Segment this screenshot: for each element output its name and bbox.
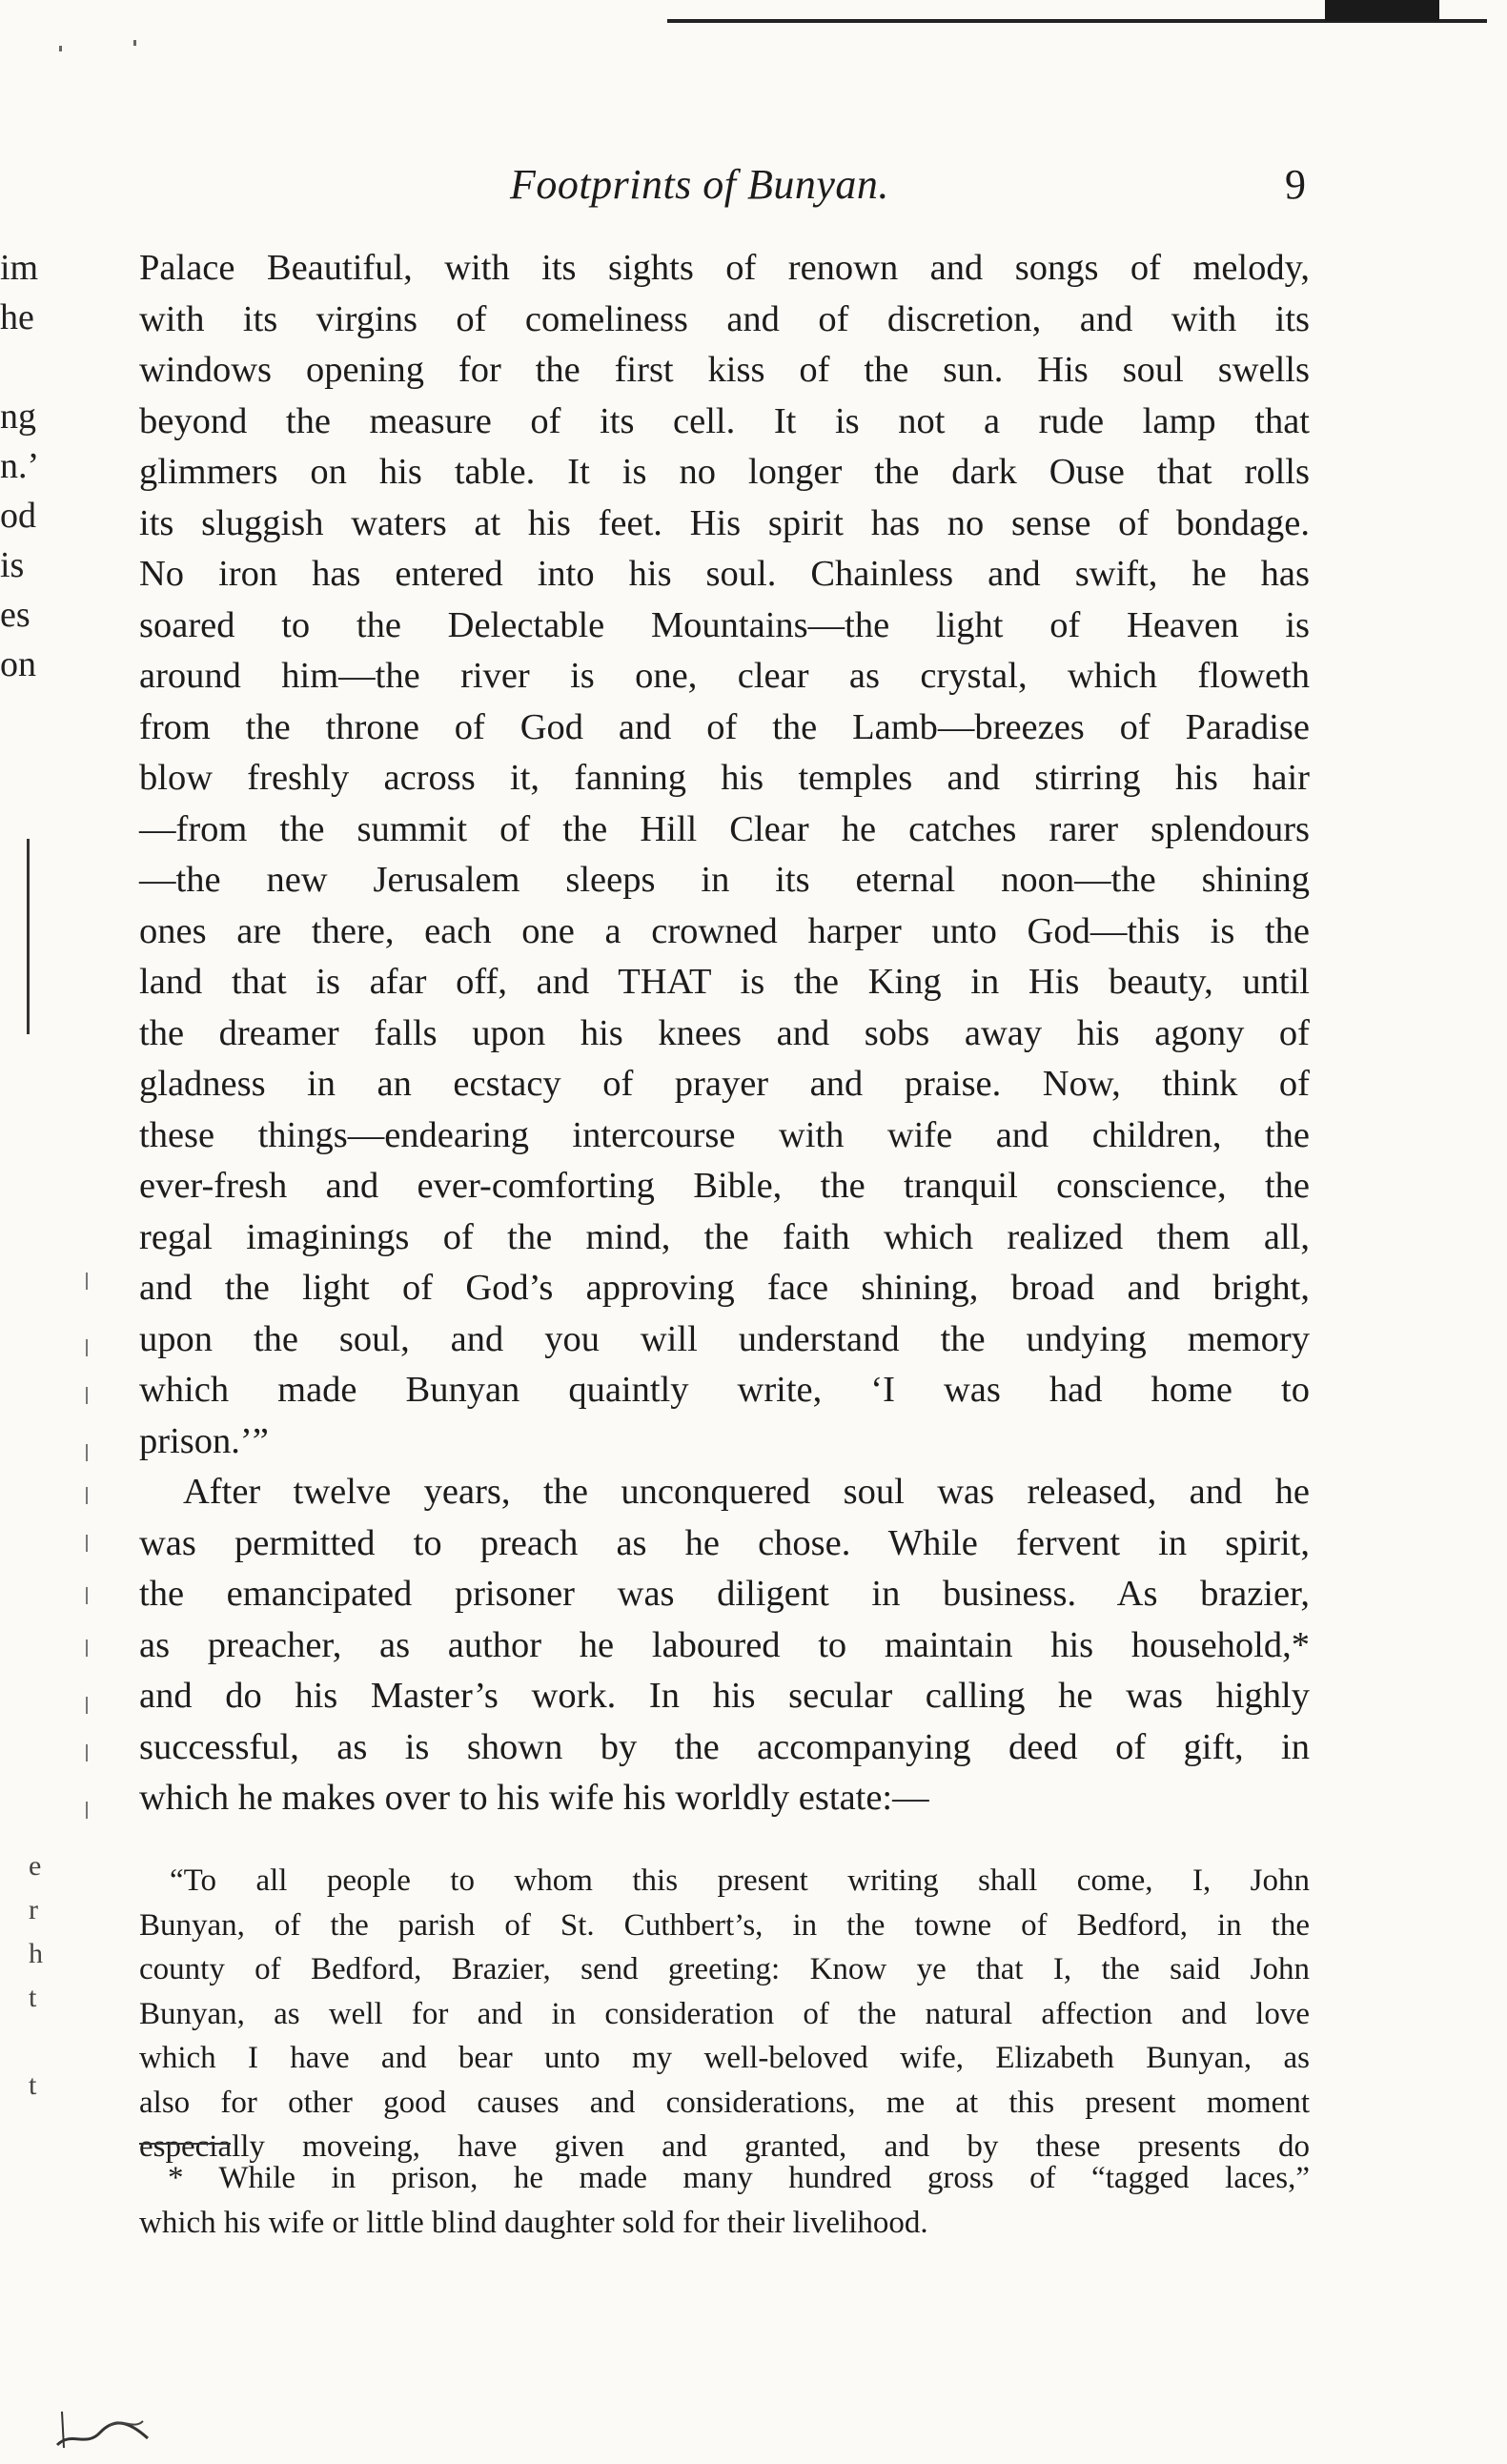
margin-fragment: t — [29, 1982, 37, 2013]
text-line: the emancipated prisoner was diligent in business. As brazier, — [139, 1574, 1310, 1614]
text-line: and the light of God’s approving face shining, broad and bright, — [139, 1268, 1310, 1308]
gutter-dash — [86, 1639, 88, 1657]
page-number: 9 — [1285, 161, 1306, 208]
text-line: and do his Master’s work. In his secular calling he was highly — [139, 1676, 1310, 1716]
text-line: Palace Beautiful, with its sights of renown and songs of melody, — [139, 248, 1310, 288]
margin-fragment: h — [29, 1938, 43, 1969]
text-line: upon the soul, and you will understand the undying memory — [139, 1318, 1310, 1359]
text-line: No iron has entered into his soul. Chainless and swift, he has — [139, 554, 1310, 594]
facing-page-margin-fragments — [0, 243, 76, 689]
footnote-line: * While in prison, he made many hundred gross of “tagged laces,” — [168, 2161, 1310, 2195]
gutter-dash — [86, 1802, 88, 1819]
margin-fragment: ng — [0, 397, 36, 437]
quote-line: also for other good causes and considerations, me at this present moment — [139, 2085, 1310, 2120]
quote-line: “To all people to whom this present writing shall come, I, John — [170, 1863, 1310, 1898]
text-line: with its virgins of comeliness and of discretion, and with its — [139, 298, 1310, 339]
footnote-line: which his wife or little blind daughter sold for their livelihood. — [139, 2205, 928, 2240]
margin-fragment: od — [0, 496, 36, 536]
body-text — [139, 243, 1310, 1824]
gutter-dash — [86, 1487, 88, 1504]
top-edge-ink-mark — [1325, 0, 1439, 21]
text-line: which made Bunyan quaintly write, ‘I was had home to — [139, 1370, 1310, 1410]
margin-fragment: e — [29, 1850, 42, 1882]
margin-fragment: t — [29, 2069, 37, 2101]
text-line: the dreamer falls upon his knees and sobs away his agony of — [139, 1012, 1310, 1053]
facing-page-margin-fragments-lower — [29, 1844, 105, 2108]
text-line: ones are there, each one a crowned harper unto God—this is the — [139, 910, 1310, 951]
gutter-dash — [86, 1535, 88, 1552]
gutter-dash — [86, 1444, 88, 1461]
quote-line: Bunyan, of the parish of St. Cuthbert’s, in the towne of Bedford, in the — [139, 1907, 1310, 1943]
margin-fragment — [29, 2020, 105, 2064]
text-line: ever-fresh and ever-comforting Bible, the tranquil conscience, the — [139, 1166, 1310, 1206]
text-line: blow freshly across it, fanning his temples and stirring his hair — [139, 758, 1310, 798]
margin-fragment: on — [0, 644, 36, 684]
text-line: these things—endearing intercourse with wife and children, the — [139, 1114, 1310, 1155]
text-line: was permitted to preach as he chose. While fervent in spirit, — [139, 1522, 1310, 1563]
text-line: —from the summit of the Hill Clear he catches rarer splendours — [139, 808, 1310, 849]
margin-fragment: n.’ — [0, 446, 40, 486]
text-line: soared to the Delectable Mountains—the light of Heaven is — [139, 604, 1310, 645]
text-line: prison.’” — [139, 1420, 269, 1461]
margin-fragment: r — [29, 1894, 38, 1925]
gutter-dash — [86, 1339, 88, 1356]
text-line: regal imaginings of the mind, the faith which realized them all, — [139, 1216, 1310, 1257]
text-line: land that is afar off, and THAT is the King in His beauty, until — [139, 962, 1310, 1002]
margin-fragment: es — [0, 595, 31, 635]
ink-speck — [59, 46, 62, 51]
text-line: beyond the measure of its cell. It is not a rude lamp that — [139, 400, 1310, 441]
margin-fragment: is — [0, 545, 25, 585]
gutter-dash — [86, 1273, 88, 1290]
quote-line: county of Bedford, Brazier, send greeting: Know ye that I, the said John — [139, 1952, 1310, 1986]
ink-speck — [133, 40, 136, 46]
quote-line: Bunyan, as well for and in consideration of the natural affection and love — [139, 1996, 1310, 2031]
text-line: —the new Jerusalem sleeps in its eternal noon—the shining — [139, 860, 1310, 900]
text-line: windows opening for the first kiss of the sun. His soul swells — [139, 350, 1310, 390]
text-line: gladness in an ecstacy of prayer and praise. Now, think of — [139, 1064, 1310, 1104]
text-line: which he makes over to his wife his worldly estate:— — [139, 1778, 929, 1818]
text-line: successful, as is shown by the accompanying deed of gift, in — [139, 1726, 1310, 1767]
text-line: its sluggish waters at his feet. His spirit has no sense of bondage. — [139, 502, 1310, 543]
text-line: around him—the river is one, clear as crystal, which floweth — [139, 656, 1310, 696]
gutter-dash — [86, 1744, 88, 1761]
deed-of-gift-quotation — [139, 1859, 1310, 2169]
paragraph-first-line: After twelve years, the unconquered soul was released, and he — [183, 1472, 1310, 1512]
text-line: glimmers on his table. It is no longer the dark Ouse that rolls — [139, 452, 1310, 492]
corner-ink-scrawl — [52, 2393, 157, 2450]
margin-vertical-rule — [27, 839, 30, 1034]
footnote-separator — [139, 2143, 231, 2145]
margin-fragment — [0, 342, 76, 392]
gutter-dash — [86, 1697, 88, 1714]
running-title: Footprints of Bunyan. — [510, 161, 889, 208]
margin-fragment: he — [0, 297, 34, 337]
gutter-dash — [86, 1587, 88, 1604]
footnote — [139, 2156, 1310, 2245]
quote-line: which I have and bear unto my well-beloved wife, Elizabeth Bunyan, as — [139, 2041, 1310, 2075]
text-line: from the throne of God and of the Lamb—breezes of Paradise — [139, 706, 1310, 747]
gutter-dash — [86, 1387, 88, 1404]
margin-fragment: im — [0, 248, 39, 288]
text-line: as preacher, as author he laboured to maintain his household,* — [139, 1624, 1310, 1665]
quote-line: especially moveing, have given and granted, and by these presents do — [139, 2129, 1310, 2164]
